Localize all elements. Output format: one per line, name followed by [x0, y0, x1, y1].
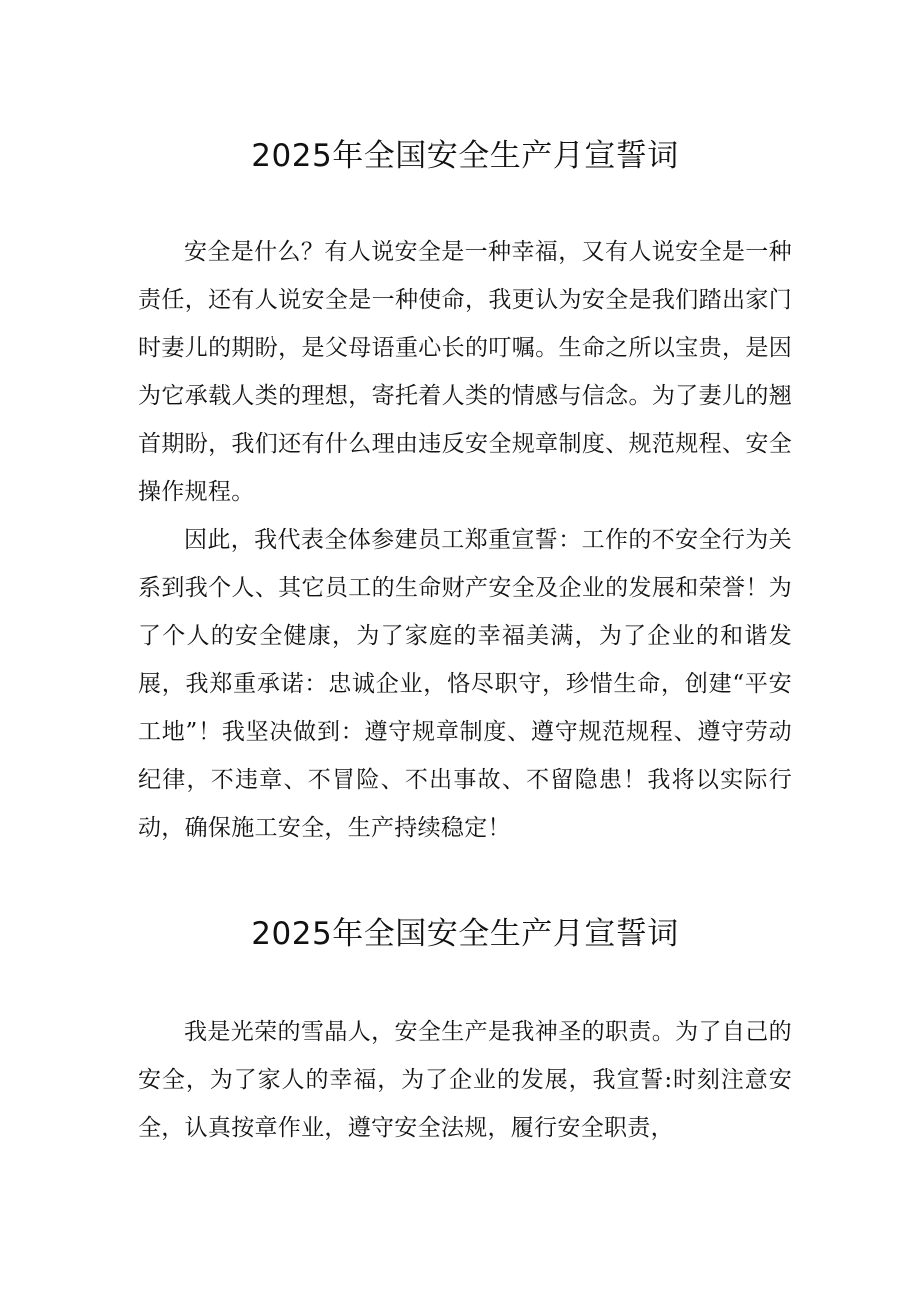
paragraph: 我是光荣的雪晶人，安全生产是我神圣的职责。为了自己的安全，为了家人的幸福，为了企业的发展，我宣誓:时刻注意安全，认真按章作业，遵守安全法规，履行安全职责，: [138, 1019, 792, 1141]
oath-section-1: [138, 132, 792, 852]
section-title: 2025年全国安全生产月宣誓词: [251, 138, 679, 174]
section-title: 2025年全国安全生产月宣誓词: [251, 916, 679, 952]
oath-section-2: [138, 910, 792, 1152]
paragraph: 安全是什么？有人说安全是一种幸福，又有人说安全是一种责任，还有人说安全是一种使命，我更认为安全是我们踏出家门时妻儿的期盼，是父母语重心长的叮嘱。生命之所以宝贵，是因为它承载人类的理想，寄托着人类的情感与信念。为了妻儿的翘首期盼，我们还有什么理由违反安全规章制度、规范规程、安全操作规程。: [138, 239, 792, 505]
paragraph: 因此，我代表全体参建员工郑重宣誓：工作的不安全行为关系到我个人、其它员工的生命财产安全及企业的发展和荣誉！为了个人的安全健康，为了家庭的幸福美满，为了企业的和谐发展，我郑重承诺：忠诚企业，恪尽职守，珍惜生命，创建“平安工地”！我坚决做到：遵守规章制度、遵守规范规程、遵守劳动纪律，不违章、不冒险、不出事故、不留隐患！我将以实际行动，确保施工安全，生产持续稳定！: [138, 527, 792, 841]
